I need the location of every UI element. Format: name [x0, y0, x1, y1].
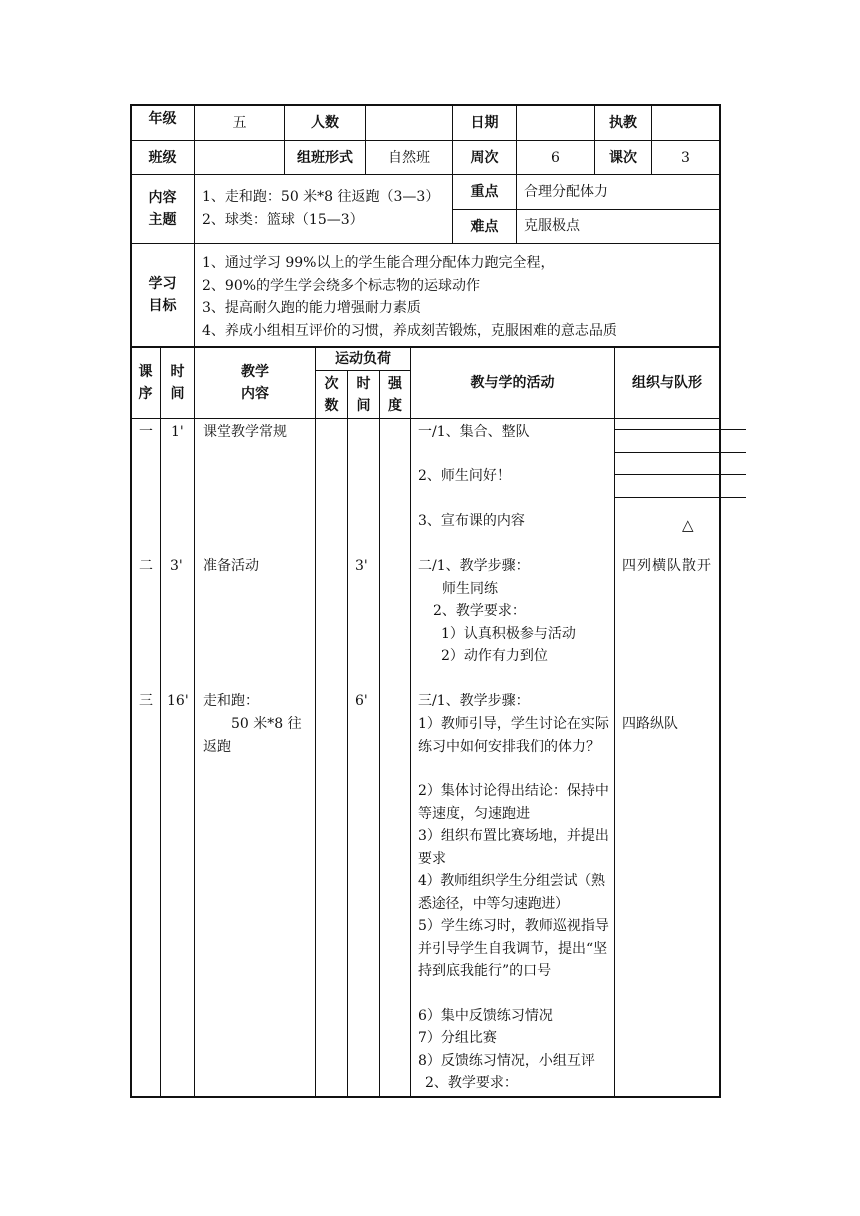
grade-label: 年级	[148, 111, 177, 127]
section-2-content: 准备活动	[203, 558, 259, 574]
col-header-time	[161, 348, 194, 418]
col-header-content	[195, 348, 315, 418]
section-3-activity: 三/1、教学步骤：	[418, 693, 530, 709]
col-header-load-intensity-line2: 度	[388, 397, 402, 414]
goals-label	[131, 244, 194, 346]
section-3-organization: 四路纵队	[622, 716, 678, 732]
section-3-activity: 5）学生练习时，教师巡视指导并引导学生自我调节，提出“坚持到底我能行”的口号	[418, 918, 609, 979]
section-3-activity: 3）组织布置比赛场地，并提出要求	[418, 828, 609, 867]
class-label: 班级	[148, 149, 177, 166]
col-header-time-line1: 时	[170, 364, 185, 380]
section-3-activity: 8）反馈练习情况，小组互评	[418, 1053, 595, 1069]
difficulty-value: 克服极点	[524, 218, 580, 234]
col-header-load: 运动负荷	[335, 351, 391, 367]
section-3-seq: 三	[139, 693, 153, 709]
week-value: 6	[551, 149, 560, 166]
goals-label-line1: 学习	[148, 276, 177, 292]
section-1-activity: 3、宣布课的内容	[418, 513, 525, 529]
col-header-seq-line2: 序	[138, 386, 153, 402]
col-header-load-count-line2: 数	[324, 397, 339, 414]
section-2-organization: 四列横队散开	[622, 558, 712, 574]
goal-item: 4、养成小组相互评价的习惯，养成刻苦锻炼，克服困难的意志品质	[202, 323, 617, 339]
section-3-content-line2: 50 米*8 往返跑	[203, 716, 302, 755]
col-header-seq	[131, 348, 160, 418]
section-3-activity: 4）教师组织学生分组尝试（熟悉途径，中等匀速跑进）	[418, 873, 605, 912]
date-value	[517, 105, 594, 141]
section-2-activity: 2）动作有力到位	[441, 648, 548, 664]
col-header-load-count	[316, 371, 347, 418]
section-3-activity: 7）分组比赛	[418, 1030, 497, 1046]
section-1-activity: 2、师生问好！	[418, 468, 511, 484]
section-3-activity: 2）集体讨论得出结论：保持中等速度，匀速跑进	[418, 783, 609, 822]
content-label	[131, 175, 194, 243]
key-point-value: 合理分配体力	[524, 184, 608, 200]
content-label-line1: 内容	[148, 190, 177, 206]
section-3-activity: 6）集中反馈练习情况	[418, 1008, 553, 1024]
goal-item: 2、90%的学生学会绕多个标志物的运球动作	[202, 278, 481, 294]
class-value	[195, 141, 284, 174]
section-2-activity: 1）认真积极参与活动	[441, 626, 576, 642]
teacher-position-triangle-icon: △	[682, 516, 694, 534]
col-header-load-intensity	[380, 371, 410, 418]
teacher-value	[652, 105, 719, 141]
section-2-load-time: 3'	[355, 558, 368, 574]
section-3-activity: 2、教学要求：	[425, 1075, 518, 1091]
col-header-load-count-line1: 次	[324, 375, 339, 392]
difficulty-label: 难点	[470, 218, 499, 235]
content-label-line2: 主题	[148, 212, 177, 228]
col-header-load-time-line2: 间	[356, 397, 371, 414]
col-header-load-intensity-line1: 强	[388, 375, 402, 392]
section-1-time: 1'	[171, 424, 184, 440]
content-item: 2、球类：篮球（15—3）	[202, 212, 364, 228]
col-header-seq-line1: 课	[138, 364, 153, 380]
date-label: 日期	[470, 115, 499, 131]
col-header-load-time	[348, 371, 379, 418]
section-1-seq: 一	[139, 424, 153, 440]
count-value	[366, 105, 452, 141]
form-value: 自然班	[388, 149, 430, 166]
section-3-load-time: 6'	[355, 693, 368, 709]
section-1-activity: 一/1、集合、整队	[418, 424, 530, 440]
section-2-activity: 2、教学要求：	[433, 603, 526, 619]
week-label: 周次	[470, 149, 499, 166]
goal-item: 3、提高耐久跑的能力增强耐力素质	[202, 300, 421, 316]
col-header-time-line2: 间	[170, 386, 185, 402]
goal-item: 1、通过学习 99%以上的学生能合理分配体力跑完全程，	[202, 255, 555, 271]
section-1-content: 课堂教学常规	[203, 424, 287, 440]
count-label: 人数	[311, 115, 339, 131]
grade-value: 五	[232, 115, 247, 131]
col-header-content-line1: 教学	[241, 364, 269, 380]
section-2-time: 3'	[170, 558, 183, 574]
section-3-activity: 1）教师引导，学生讨论在实际练习中如何安排我们的体力？	[418, 716, 609, 755]
lesson-value: 3	[681, 149, 690, 166]
section-2-activity: 二/1、教学步骤：	[418, 558, 530, 574]
col-header-content-line2: 内容	[241, 386, 269, 402]
teacher-label: 执教	[609, 115, 637, 131]
section-2-seq: 二	[139, 558, 153, 574]
goals-label-line2: 目标	[148, 298, 177, 314]
section-2-activity: 师生同练	[442, 581, 498, 597]
form-label: 组班形式	[297, 149, 353, 166]
key-point-label: 重点	[470, 184, 499, 200]
col-header-organization: 组织与队形	[632, 375, 702, 391]
col-header-load-time-line1: 时	[356, 375, 371, 392]
section-3-time: 16'	[167, 693, 189, 709]
col-header-activities: 教与学的活动	[470, 375, 555, 391]
content-item: 1、走和跑：50 米*8 往返跑（3—3）	[202, 189, 440, 205]
section-3-content-line1: 走和跑：	[203, 693, 259, 709]
lesson-label: 课次	[609, 149, 637, 166]
